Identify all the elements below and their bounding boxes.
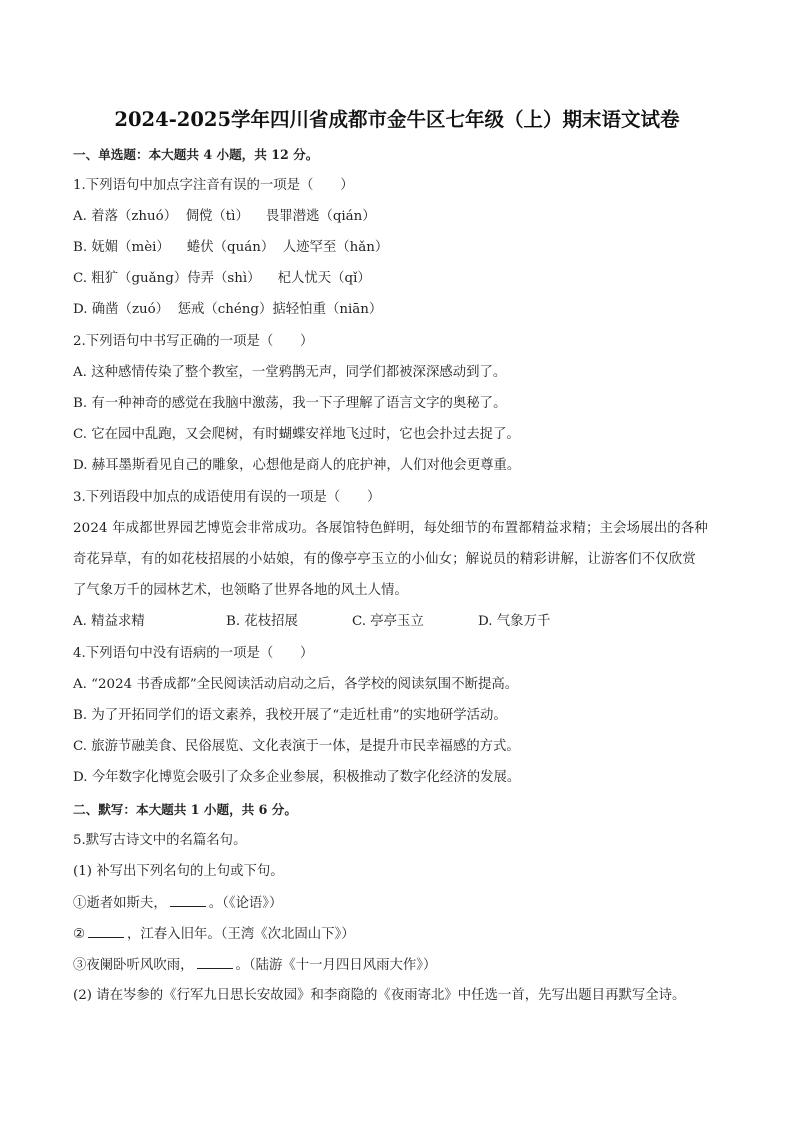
- question-3-option-c: C. 亭亭玉立: [352, 614, 424, 629]
- question-3-passage-line-3: 了气象万千的园林艺术，也领略了世界各地的风土人情。: [73, 583, 408, 598]
- question-3-stem: 3.下列语段中加点的成语使用有误的一项是（ ）: [73, 490, 381, 505]
- question-2-option-d: D. 赫耳墨斯看见自己的雕象，心想他是商人的庇护神，人们对他会更尊重。: [73, 458, 521, 473]
- question-4-option-b: B. 为了开拓同学们的语文素养，我校开展了“走近杜甫”的实地研学活动。: [73, 708, 507, 723]
- question-3-option-d: D. 气象万千: [478, 614, 551, 629]
- question-5-sub-2: (2) 请在岑参的《行军九日思长安故园》和李商隐的《夜雨寄北》中任选一首，先写出题目再默写全诗。: [73, 988, 686, 1003]
- page-title: 2024-2025学年四川省成都市金牛区七年级（上）期末语文试卷: [114, 108, 680, 131]
- question-3-option-a: A. 精益求精: [73, 614, 145, 629]
- question-4-option-d: D. 今年数字化博览会吸引了众多企业参展，积极推动了数字化经济的发展。: [73, 770, 521, 785]
- question-2-option-a: A. 这种感情传染了整个教室，一堂鸦鹊无声，同学们都被深深感动到了。: [73, 365, 507, 380]
- question-3-passage-line-1: 2024 年成都世界园艺博览会非常成功。各展馆特色鲜明，每处细节的布置都精益求精；主会场展出的各种: [73, 521, 708, 536]
- question-3-options: [73, 613, 550, 631]
- question-4-stem: 4.下列语句中没有语病的一项是（ ）: [73, 646, 314, 661]
- answer-blank[interactable]: [170, 894, 206, 907]
- section-heading-1: 一、单选题：本大题共 4 小题，共 12 分。: [73, 147, 319, 162]
- answer-blank[interactable]: [88, 925, 124, 938]
- question-5-item-2: ② ，江春入旧年。（王湾《次北固山下》）: [73, 927, 355, 942]
- question-1-option-a: A. 着落（zhuó） 倜傥（tì） 畏罪潜逃（qián）: [73, 209, 376, 224]
- question-2-option-c: C. 它在园中乱跑，又会爬树，有时蝴蝶安祥地飞过时，它也会扑过去捉了。: [73, 427, 520, 442]
- question-5-stem: 5.默写古诗文中的名篇名句。: [73, 833, 247, 848]
- question-3-passage-line-2: 奇花异草，有的如花枝招展的小姑娘，有的像亭亭玉立的小仙女；解说员的精彩讲解，让游客们不仅欣赏: [73, 552, 696, 567]
- question-5-item-1: ①逝者如斯夫， 。（《论语》）: [73, 896, 283, 911]
- question-2-option-b: B. 有一种神奇的感觉在我脑中激荡，我一下子理解了语言文字的奥秘了。: [73, 396, 507, 411]
- question-1-option-b: B. 妩媚（mèi） 蜷伏（quán） 人迹罕至（hǎn）: [73, 240, 389, 255]
- section-heading-2: 二、默写：本大题共 1 小题，共 6 分。: [73, 802, 297, 817]
- question-4-option-a: A. “2024 书香成都”全民阅读活动启动之后，各学校的阅读氛围不断提高。: [73, 677, 519, 692]
- question-1-option-d: D. 确凿（zuó） 惩戒（chéng）掂轻怕重（niān）: [73, 302, 383, 317]
- question-5-item-3: ③夜阑卧听风吹雨， 。（陆游《十一月四日风雨大作》）: [73, 958, 437, 973]
- question-1-stem: 1.下列语句中加点字注音有误的一项是（ ）: [73, 178, 354, 193]
- question-3-option-b: B. 花枝招展: [226, 614, 298, 629]
- question-2-stem: 2.下列语句中书写正确的一项是（ ）: [73, 334, 314, 349]
- question-4-option-c: C. 旅游节融美食、民俗展览、文化表演于一体，是提升市民幸福感的方式。: [73, 739, 520, 754]
- question-5-sub-1: (1) 补写出下列名句的上句或下句。: [73, 864, 284, 879]
- question-1-option-c: C. 粗犷（guǎng）侍弄（shì） 杞人忧天（qǐ）: [73, 271, 371, 286]
- answer-blank[interactable]: [197, 956, 233, 969]
